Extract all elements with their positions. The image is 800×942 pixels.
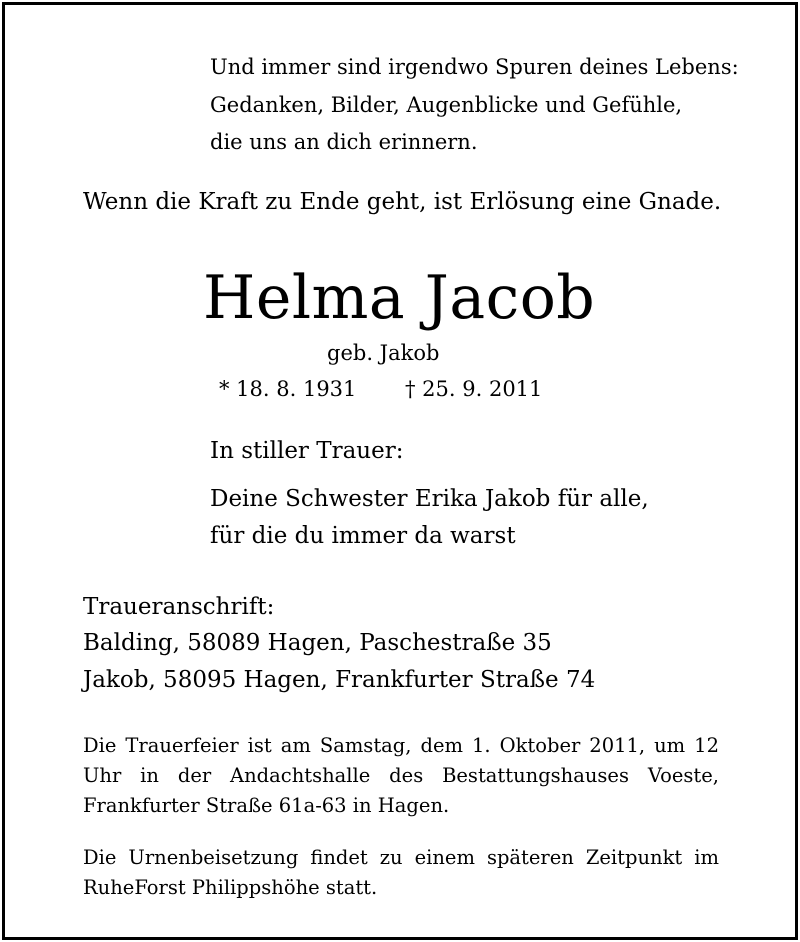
birth-date: * 18. 8. 1931 [219,377,357,401]
address-line-2: Jakob, 58095 Hagen, Frankfurter Straße 74 [83,667,596,693]
verse-line-2: Gedanken, Bilder, Augenblicke und Gefühle, [210,93,683,117]
verse-line-1: Und immer sind irgendwo Spuren deines Lebens: [210,55,739,79]
birth-name: geb. Jakob [327,341,440,365]
mourning-line-2: für die du immer da warst [210,523,516,549]
deceased-name: Helma Jacob [203,263,596,333]
burial-paragraph: Die Urnenbeisetzung findet zu einem späteren Zeitpunkt im RuheForst Philippshöhe statt. [83,846,719,899]
death-date: † 25. 9. 2011 [405,377,543,401]
address-heading: Traueranschrift: [83,594,275,620]
ceremony-paragraph: Die Trauerfeier ist am Samstag, dem 1. Oktober 2011, um 12 Uhr in der Andachtshalle des Bestattungshauses Voeste, Frankfurter Straße 61a-63 in Hagen. [83,734,719,817]
mourning-line-1: Deine Schwester Erika Jakob für alle, [210,486,649,512]
mourning-heading: In stiller Trauer: [210,438,404,464]
verse-line-3: die uns an dich erinnern. [210,130,478,154]
obituary-notice [2,2,798,940]
address-line-1: Balding, 58089 Hagen, Paschestraße 35 [83,630,552,656]
lead-line: Wenn die Kraft zu Ende geht, ist Erlösung eine Gnade. [83,189,722,215]
